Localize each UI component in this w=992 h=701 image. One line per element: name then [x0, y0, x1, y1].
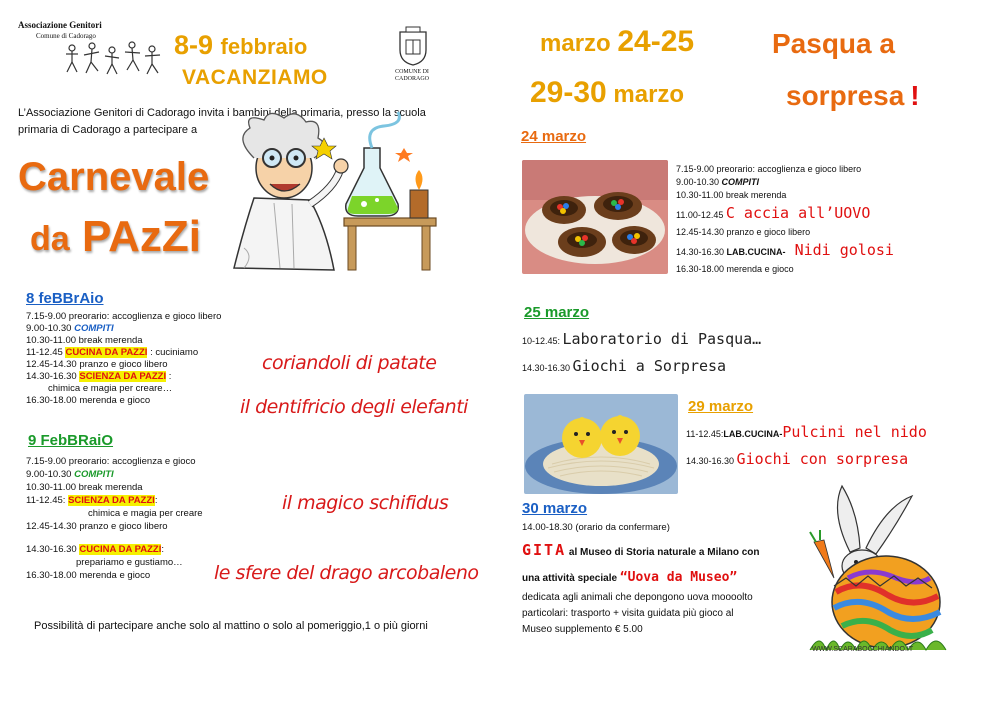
d24-line2: 9.00-10.30 COMPITI — [676, 177, 760, 187]
day2-heading: 9 FebBRaiO — [28, 432, 114, 449]
day1-line2: 9.00-10.30 COMPITI — [26, 323, 114, 334]
day1-line4: 11-12.45 CUCINA DA PAZZI : cuciniamo — [26, 347, 199, 358]
pasqua-title-line2: sorpresa ! — [786, 80, 920, 111]
day2-line3: 10.30-11.00 break merenda — [26, 482, 143, 493]
d30-line2: GITA al Museo di Storia naturale a Milano con — [522, 541, 760, 559]
d25-heading: 25 marzo — [524, 304, 590, 321]
march-dates-1: marzo 24-25 — [540, 25, 695, 58]
activity-schifidus: il magico schifidus — [282, 492, 449, 514]
day2-schedule — [26, 455, 203, 582]
d29-line2: 14.30-16.30 Giochi con sorpresa — [686, 450, 909, 468]
d30-line4: dedicata agli animali che depongono uova moooolto — [522, 592, 753, 603]
day2-line2: 9.00-10.30 COMPITI — [26, 469, 114, 480]
intro-text: L’Associazione Genitori di Cadorago invita i bambini della primaria, presso la scuola primaria di Cadorago a partecipare a — [18, 107, 426, 136]
stick-figures-logo — [64, 40, 164, 80]
day1-line6: 14.30-16.30 SCIENZA DA PAZZI : — [26, 371, 172, 382]
day1-line8: 16.30-18.00 merenda e gioco — [26, 395, 151, 406]
d30-schedule — [522, 520, 760, 638]
d30-line6: Museo supplemento € 5.00 — [522, 624, 643, 635]
d30-line1: 14.00-18.30 (orario da confermare) — [522, 522, 670, 533]
easter-egg-bunny-illustration — [800, 482, 960, 662]
carnevale-title-da: da — [30, 220, 70, 258]
d30-line3: una attività speciale “Uova da Museo” — [522, 570, 738, 585]
march-dates-2: 29-30 marzo — [530, 76, 685, 109]
day2-line7: 14.30-16.30 CUCINA DA PAZZI: — [26, 544, 164, 555]
day1-heading: 8 feBBrAio — [26, 290, 104, 307]
day2-line8: prepariamo e gustiamo… — [76, 557, 183, 568]
website-credit: WWW.SCARABOCCHIANDO.IT — [812, 646, 914, 653]
vacanziamo-title: VACANZIAMO — [182, 66, 328, 89]
february-dates-title — [174, 30, 307, 61]
activity-dentifricio: il dentifricio degli elefanti — [240, 396, 468, 418]
comune-label: COMUNE DI CADORAGO — [394, 69, 429, 82]
carnevale-title-pazzi: PAzZi — [82, 212, 201, 261]
d29-schedule — [686, 420, 927, 474]
d25-line2: 14.30-16.30 Giochi a Sorpresa — [522, 357, 727, 375]
day1-line7: chimica e magia per creare… — [48, 383, 173, 394]
d30-line5: particolari: trasporto + visita guidata più gioco al — [522, 608, 734, 619]
d24-schedule — [676, 163, 894, 276]
d24-line7: 16.30-18.00 merenda e gioco — [676, 264, 794, 274]
association-subtitle: Comune di Cadorago — [36, 32, 96, 40]
nidi-golosi-photo — [522, 160, 668, 274]
carnevale-title: Carnevale — [18, 155, 210, 199]
pasqua-title-line1: Pasqua a — [772, 28, 895, 59]
day1-line5: 12.45-14.30 pranzo e gioco libero — [26, 359, 168, 370]
d29-line1: 11-12.45:LAB.CUCINA-Pulcini nel nido — [686, 423, 927, 441]
d30-heading: 30 marzo — [522, 500, 588, 517]
day1-line1: 7.15-9.00 preorario: accoglienza e gioco libero — [26, 311, 222, 322]
pulcini-photo — [524, 394, 678, 494]
d24-line4: 11.00-12.45 C accia all’UOVO — [676, 204, 871, 222]
d29-heading: 29 marzo — [688, 398, 754, 415]
february-dates-word: febbraio — [220, 34, 308, 59]
association-name: Associazione Genitori — [18, 20, 102, 30]
february-dates-numbers: 8-9 — [174, 30, 214, 60]
d24-line5: 12.45-14.30 pranzo e gioco libero — [676, 227, 811, 237]
day2-line4: 11-12.45: SCIENZA DA PAZZI: — [26, 495, 158, 506]
footer-note: Possibilità di partecipare anche solo al mattino o solo al pomeriggio,1 o più giorni — [34, 620, 428, 632]
d24-line3: 10.30-11.00 break merenda — [676, 190, 787, 200]
d25-line1: 10-12.45: Laboratorio di Pasqua… — [522, 330, 762, 348]
comune-crest-icon — [396, 26, 430, 66]
d25-schedule — [522, 327, 761, 381]
activity-coriandoli: coriandoli di patate — [262, 352, 437, 374]
day1-line3: 10.30-11.00 break merenda — [26, 335, 143, 346]
mad-scientist-illustration — [214, 108, 440, 278]
day2-line9: 16.30-18.00 merenda e gioco — [26, 570, 151, 581]
d24-line1: 7.15-9.00 preorario: accoglienza e gioco libero — [676, 164, 862, 174]
day2-line6: 12.45-14.30 pranzo e gioco libero — [26, 521, 168, 532]
d24-heading: 24 marzo — [521, 128, 587, 145]
activity-sfere-drago: le sfere del drago arcobaleno — [214, 562, 479, 584]
day2-line1: 7.15-9.00 preorario: accoglienza e gioco — [26, 456, 196, 467]
day2-line5: chimica e magia per creare — [88, 508, 203, 519]
day1-schedule — [26, 311, 221, 407]
d24-line6: 14.30-16.30 LAB.CUCINA- Nidi golosi — [676, 241, 894, 259]
